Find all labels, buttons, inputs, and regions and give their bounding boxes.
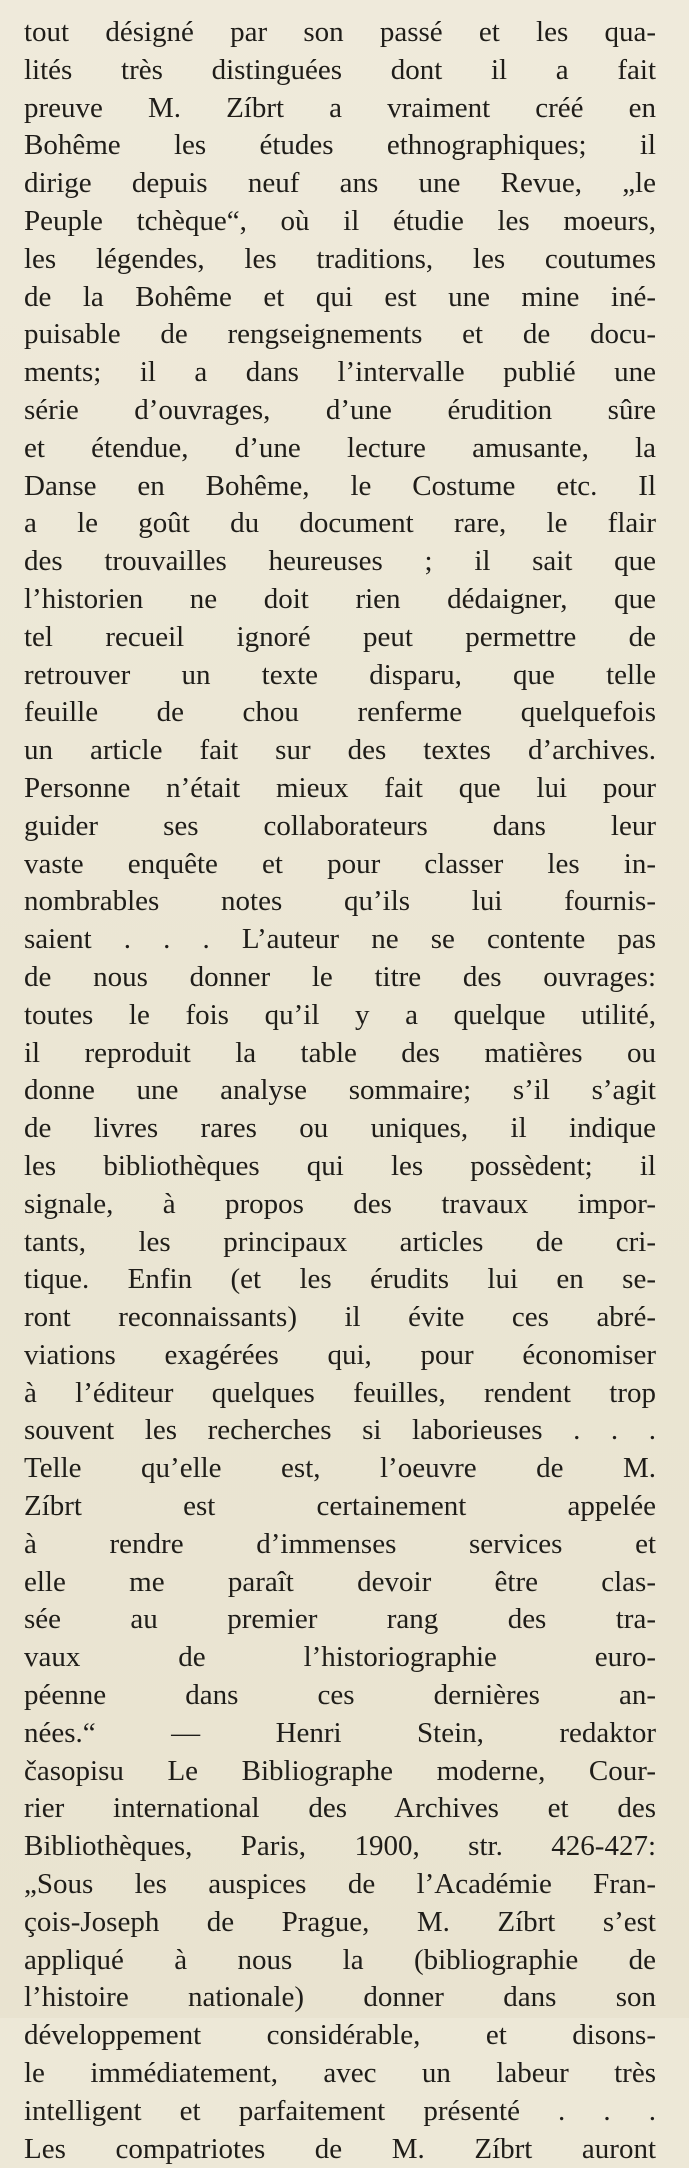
text-line-11: série d’ouvrages, d’une érudition sûre (24, 393, 656, 426)
text-line-18: retrouver un texte disparu, que telle (24, 658, 656, 691)
text-line-12: et étendue, d’une lecture amusante, la (24, 431, 656, 464)
text-line-20: un article fait sur des textes d’archives. (24, 734, 656, 767)
text-line-56: intelligent et parfaitement présenté . . . (24, 2094, 656, 2127)
text-line-52: appliqué à nous la (bibliographie de (24, 1943, 656, 1976)
text-line-37: à l’éditeur quelques feuilles, rendent trop (24, 1376, 656, 1409)
text-line-2: lités très distinguées dont il a fait (24, 53, 656, 86)
text-line-29: donne une analyse sommaire; s’il s’agit (24, 1074, 656, 1107)
text-line-23: vaste enquête et pour classer les in- (24, 847, 656, 880)
text-line-53: l’histoire nationale) donner dans son (24, 1981, 656, 2014)
text-line-31: les bibliothèques qui les possèdent; il (24, 1149, 656, 1182)
text-line-46: nées.“ — Henri Stein, redaktor (24, 1716, 656, 1749)
text-line-47: časopisu Le Bibliographe moderne, Cour- (24, 1754, 656, 1787)
text-line-10: ments; il a dans l’intervalle publié une (24, 356, 656, 389)
text-line-55: le immédiatement, avec un labeur très (24, 2057, 656, 2090)
text-line-25: saient . . . L’auteur ne se contente pas (24, 923, 656, 956)
text-line-21: Personne n’était mieux fait que lui pour (24, 771, 656, 804)
text-line-8: de la Bohême et qui est une mine iné- (24, 280, 656, 313)
text-line-28: il reproduit la table des matières ou (24, 1036, 656, 1069)
text-line-27: toutes le fois qu’il y a quelque utilité, (24, 998, 656, 1031)
text-line-5: dirige depuis neuf ans une Revue, „le (24, 167, 656, 200)
text-line-43: sée au premier rang des tra- (24, 1603, 656, 1636)
text-line-30: de livres rares ou uniques, il indique (24, 1112, 656, 1145)
text-line-44: vaux de l’historiographie euro- (24, 1641, 656, 1674)
text-line-51: çois-Joseph de Prague, M. Zíbrt s’est (24, 1905, 656, 1938)
text-line-6: Peuple tchèque“, où il étudie les moeurs, (24, 204, 656, 237)
text-line-45: péenne dans ces dernières an- (24, 1679, 656, 1712)
text-line-26: de nous donner le titre des ouvrages: (24, 960, 656, 993)
text-line-32: signale, à propos des travaux impor- (24, 1187, 656, 1220)
text-line-24: nombrables notes qu’ils lui fournis- (24, 885, 656, 918)
text-line-15: des trouvailles heureuses ; il sait que (24, 545, 656, 578)
text-line-34: tique. Enfin (et les érudits lui en se- (24, 1263, 656, 1296)
text-line-17: tel recueil ignoré peut permettre de (24, 620, 656, 653)
text-line-4: Bohême les études ethnographiques; il (24, 129, 656, 162)
text-line-39: Telle qu’elle est, l’oeuvre de M. (24, 1452, 656, 1485)
text-line-57: Les compatriotes de M. Zíbrt auront (24, 2132, 656, 2165)
text-line-50: „Sous les auspices de l’Académie Fran- (24, 1868, 656, 1901)
text-line-48: rier international des Archives et des (24, 1792, 656, 1825)
text-line-36: viations exagérées qui, pour économiser (24, 1338, 656, 1371)
text-line-35: ront reconnaissants) il évite ces abré- (24, 1301, 656, 1334)
text-line-22: guider ses collaborateurs dans leur (24, 809, 656, 842)
text-line-1: tout désigné par son passé et les qua- (24, 16, 656, 48)
text-line-3: preuve M. Zíbrt a vraiment créé en (24, 91, 656, 124)
text-line-9: puisable de rengseignements et de docu- (24, 318, 656, 351)
text-line-42: elle me paraît devoir être clas- (24, 1565, 656, 1598)
text-line-13: Danse en Bohême, le Costume etc. Il (24, 469, 656, 502)
text-line-19: feuille de chou renferme quelquefois (24, 696, 656, 729)
text-line-54: développement considérable, et disons- (24, 2019, 656, 2052)
text-line-33: tants, les principaux articles de cri- (24, 1225, 656, 1258)
text-column (24, 14, 656, 2168)
text-line-7: les légendes, les traditions, les coutumes (24, 242, 656, 275)
text-line-14: a le goût du document rare, le flair (24, 507, 656, 540)
text-line-49: Bibliothèques, Paris, 1900, str. 426-427: (24, 1830, 656, 1863)
text-line-40: Zíbrt est certainement appelée (24, 1490, 656, 1523)
text-line-16: l’historien ne doit rien dédaigner, que (24, 582, 656, 615)
text-line-38: souvent les recherches si laborieuses . . . (24, 1414, 656, 1447)
text-line-41: à rendre d’immenses services et (24, 1527, 656, 1560)
